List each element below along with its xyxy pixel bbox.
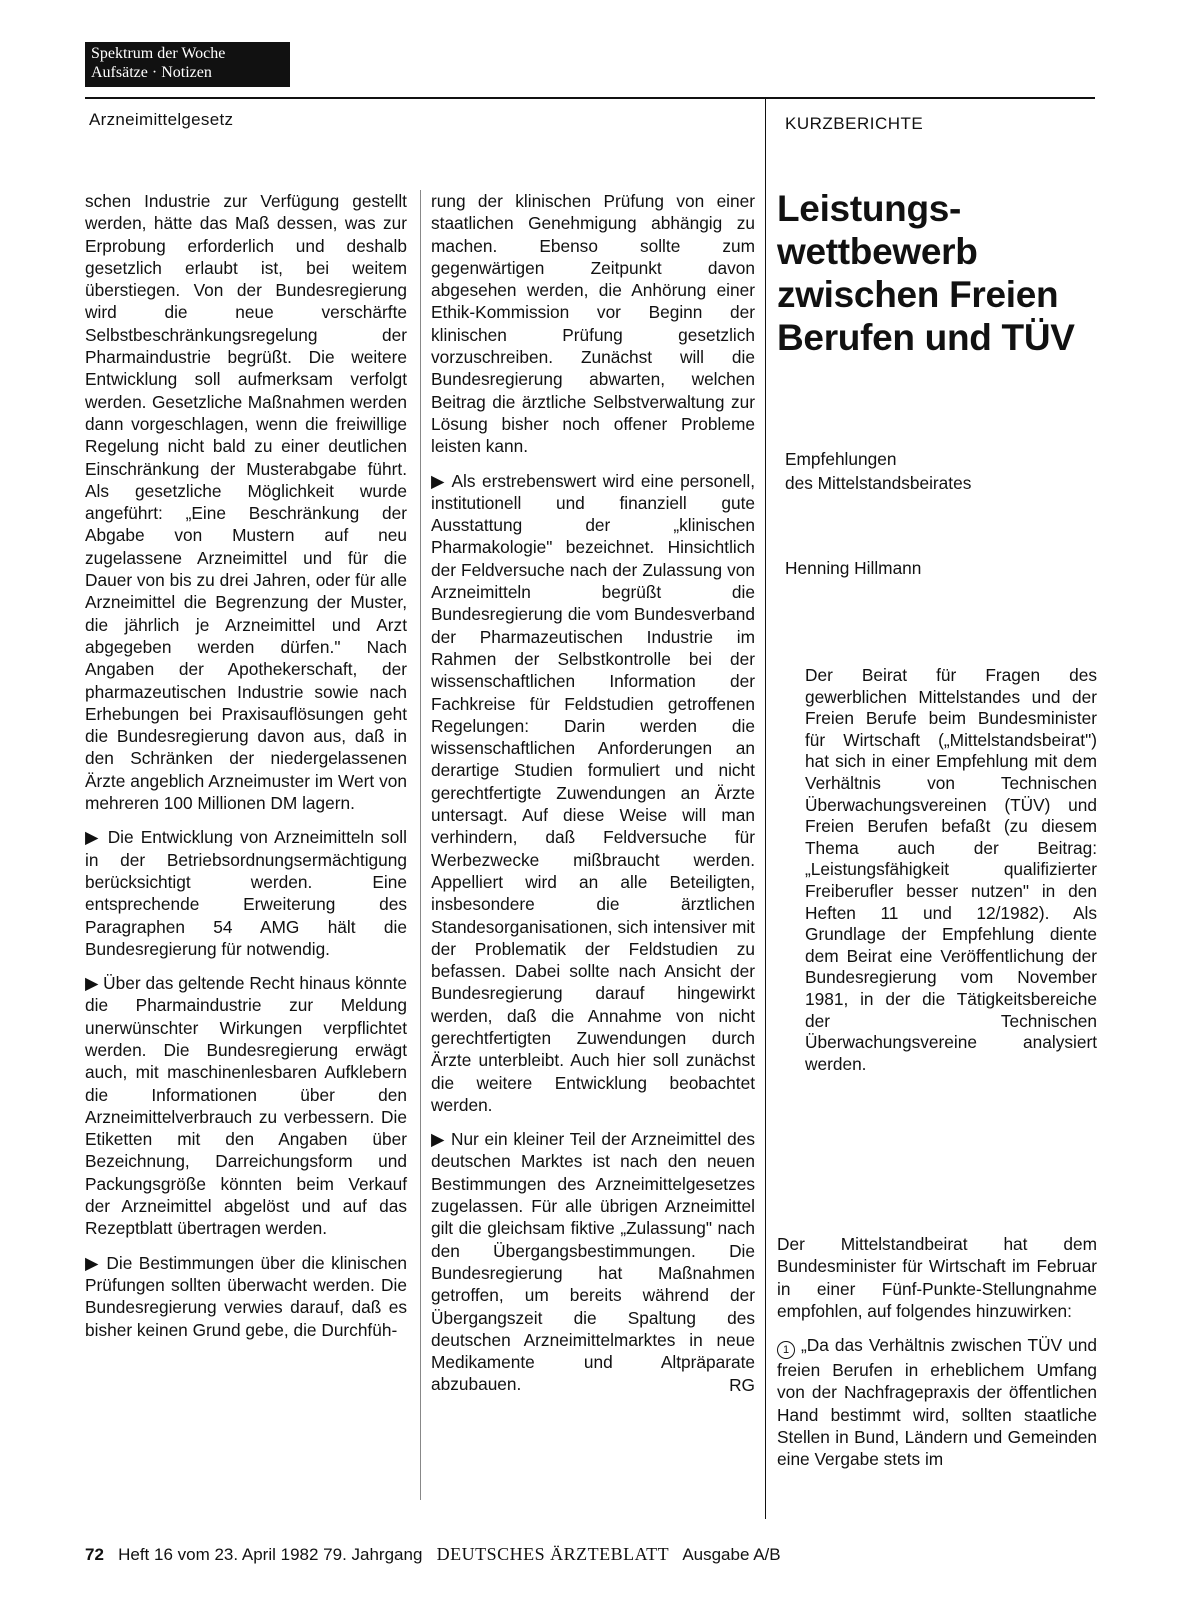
paragraph: ▶ Die Entwicklung von Arzneimitteln soll in der Betriebsordnungsermächtigung berücksichtigt werden. Eine entsprechende Erweiterung des Paragraphen 54 AMG hält die Bundesregierung für notwendig. [85, 827, 407, 959]
paragraph: Der Mittelstandbeirat hat dem Bundesminister für Wirtschaft im Februar in einer Fünf-Punkte-Stellungnahme empfohlen, auf folgendes hinzuwirken: [777, 1234, 1097, 1321]
page-number: 72 [85, 1545, 104, 1564]
abstract: Der Beirat für Fragen des gewerblichen Mittelstandes und der Freien Berufe beim Bundesminister für Wirtschaft („Mittelstandsbeirat") hat sich in einer Empfehlung mit dem Verhältnis von Technischen Überwachungsvereinen (TÜV) und Freien Berufen befaßt (zu diesem Thema auch der Beitrag: „Leistungsfähigkeit qualifizierter Freiberufler besser nutzen" in den Heften 11 und 12/1982). Als Grundlage der Empfehlung diente dem Beirat eine Veröffentlichung der Bundesregierung vom November 1981, in der die Tätigkeitsbereiche der Technischen Überwachungsvereine analysiert werden. [805, 665, 1097, 1074]
circled-number-icon: 1 [777, 1341, 795, 1359]
headline: Leistungs- wettbewerb zwischen Freien Berufen und TÜV [777, 188, 1075, 358]
page-footer [85, 1544, 781, 1565]
paragraph [777, 1334, 1097, 1470]
author-name: Henning Hillmann [785, 558, 922, 578]
subtitle-line2: des Mittelstandsbeirates [785, 473, 972, 493]
paragraph: schen Industrie zur Verfügung gestellt werden, hätte das Maß dessen, was zur Erprobung erforderlich und deshalb gesetzlich erlaubt ist, bei weitem überstiegen. Von der Bundesregierung wird die neue verschärfte Selbstbeschränkungsregelung der Pharmaindustrie begrüßt. Die weitere Entwicklung soll aufmerksam verfolgt werden. Gesetzliche Maßnahmen werden dann vorgeschlagen, wenn die freiwillige Regelung nicht bald zu einer deutlichen Einschränkung der Musterabgabe führt. Als gesetzliche Möglichkeit wurde angeführt: „Eine Beschränkung der Abgabe von Mustern auf neu zugelassene Arzneimittel und für die Dauer von bis zu drei Jahren, oder für alle Arzneimittel die Begrenzung der Muster, die jährlich je Arzneimittel und Arzt abgegeben werden dürfen." Nach Angaben der Apothekerschaft, der pharmazeutischen Industrie sowie nach Erhebungen bei Praxisauflösungen geht die Bundesregierung davon aus, daß in den Schränken der niedergelassenen Ärzte angeblich Arzneimuster im Wert von mehreren 100 Millionen DM lagern. [85, 191, 407, 814]
paragraph: ▶ Die Bestimmungen über die klinischen Prüfungen sollten überwacht werden. Die Bundesregierung verwies darauf, daß es bisher keinen Grund gebe, die Durchfüh- [85, 1252, 407, 1340]
column-separator [420, 190, 421, 1500]
section-label-line1: Spektrum der Woche [91, 45, 226, 62]
subtitle-line1: Empfehlungen [785, 449, 897, 469]
paragraph-text: ▶ Nur ein kleiner Teil der Arzneimittel des deutschen Marktes ist nach den neuen Bestimmungen des Arzneimittelgesetzes zugelassen. Für alle übrigen Arzneimittel gilt die gleichsam fiktive „Zulassung" nach den Übergangsbestimmungen. Die Bundesregierung hat Maßnahmen getroffen, um bereits während der Übergangszeit die Spaltung des deutschen Arzneimittelmarktes in neue Medikamente und Altpräparate abzubauen. [431, 1129, 755, 1395]
paragraph: ▶ Als erstrebenswert wird eine personell, institutionell und finanziell gute Ausstattung der „klinischen Pharmakologie" bezeichnet. Hinsichtlich der Feldversuche nach der Zulassung von Arzneimitteln begrüßt die Bundesregierung die vom Bundesverband der Pharmazeutischen Industrie im Rahmen der Selbstkontrolle bei der wissenschaftlichen Information der Fachkreise für Feldstudien getroffenen Regelungen: Darin werden die wissenschaftlichen Anforderungen an derartige Studien formuliert und nicht gerechtfertigte Zuwendungen an Ärzte untersagt. Auf diese Weise will man verhindern, daß Feldversuche für Werbezwecke mißbraucht werden. Appelliert wird an alle Beteiligten, insbesondere die ärztlichen Standesorganisationen, sich intensiver mit der Problematik der Feldstudien zu befassen. Dabei sollte nach Ansicht der Bundesregierung darauf hingewirkt werden, daß die Annahme von nicht gerechtfertigten Zuwendungen durch Ärzte unterbleibt. Auch hier soll zunächst die weitere Entwicklung beobachtet werden. [431, 470, 755, 1115]
kicker-label: KURZBERICHTE [785, 114, 924, 133]
journal-name: DEUTSCHES ÄRZTEBLATT [436, 1544, 670, 1564]
article-column-1 [85, 190, 407, 1353]
subtitle [785, 447, 971, 495]
paragraph: rung der klinischen Prüfung von einer staatlichen Genehmigung abhängig zu machen. Ebenso sollte zum gegenwärtigen Zeitpunkt davon abgesehen werden, die Anhörung einer Ethik-Kommission vor Beginn der klinischen Prüfung gesetzlich vorzuschreiben. Zunächst will die Bundesregierung abwarten, welchen Beitrag die ärztliche Selbstverwaltung zur Lösung bisher noch offener Probleme leisten kann. [431, 191, 755, 457]
top-rule [85, 97, 1095, 99]
paragraph-text: „Da das Verhältnis zwischen TÜV und freien Berufen in erheblichem Umfang von der Nachfragepraxis der öffentlichen Hand bestimmt wird, sollten staatliche Stellen in Bund, Ländern und Gemeinden eine Vergabe stets im [777, 1335, 1097, 1470]
section-label [85, 42, 290, 87]
author-signature: RG [729, 1374, 755, 1395]
issue-info: Heft 16 vom 23. April 1982 79. Jahrgang [118, 1545, 423, 1564]
topic-label: Arzneimittelgesetz [89, 110, 234, 129]
article-column-3 [777, 1233, 1097, 1483]
edition-info: Ausgabe A/B [682, 1545, 781, 1564]
paragraph [431, 1128, 755, 1396]
column-divider [765, 97, 766, 1519]
section-label-line2: Aufsätze · Notizen [91, 64, 212, 81]
paragraph: ▶ Über das geltende Recht hinaus könnte die Pharmaindustrie zur Meldung unerwünschter Wirkungen verpflichtet werden. Die Bundesregierung erwägt auch, mit maschinenlesbaren Aufklebern die Informationen über den Arzneimittelverbrauch zu verbessern. Die Etiketten mit den Angaben über Bezeichnung, Darreichungsform und Packungsgröße könnten beim Verkauf der Arzneimittel abgelöst und auf das Rezeptblatt übertragen werden. [85, 973, 407, 1239]
article-column-2 [431, 190, 755, 1396]
